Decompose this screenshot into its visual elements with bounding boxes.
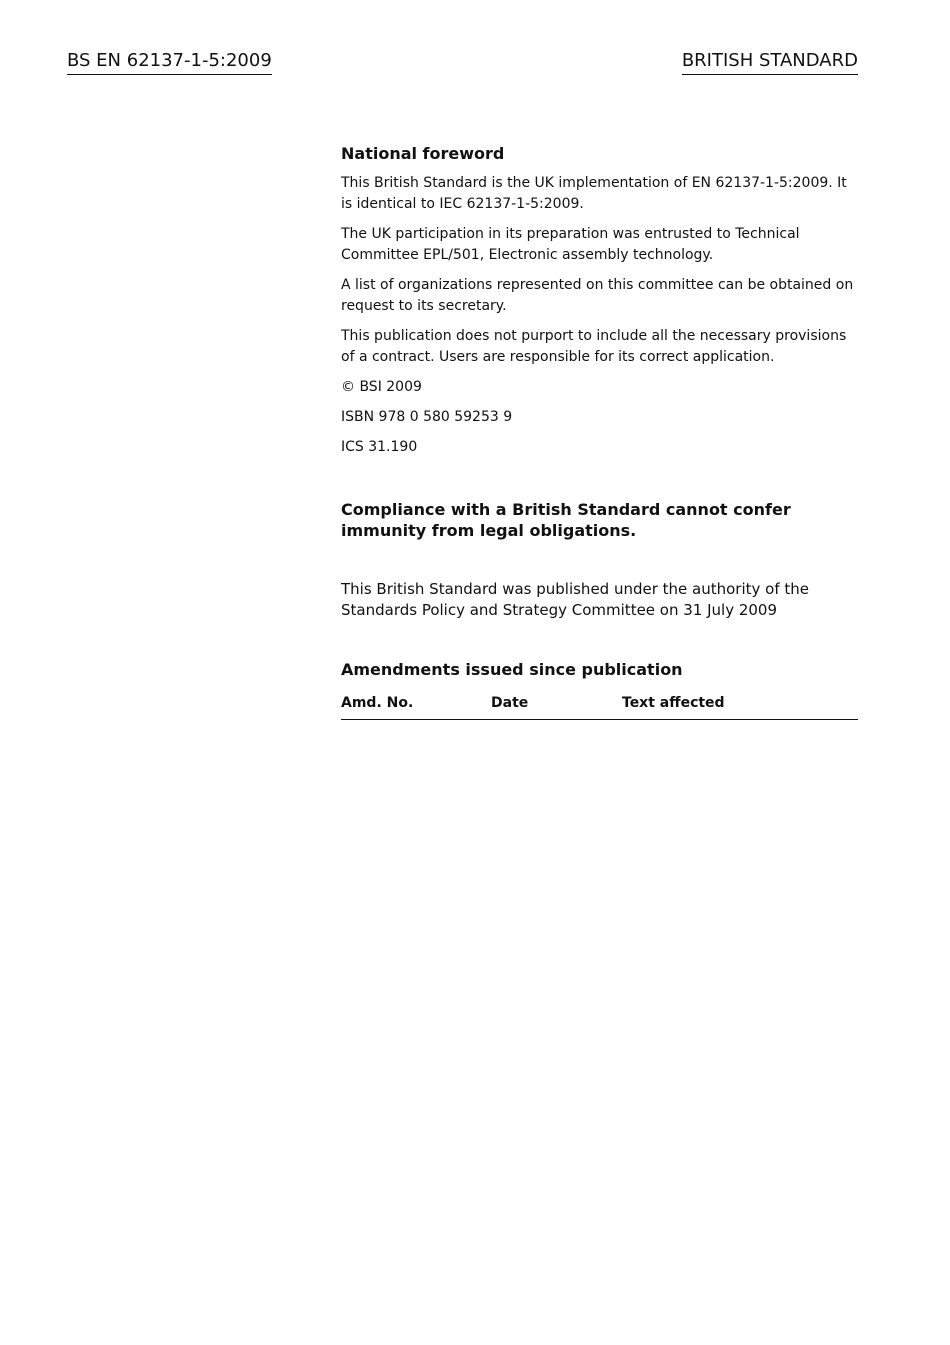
ics-line: ICS 31.190 (341, 439, 418, 455)
copyright-line: © BSI 2009 (341, 379, 422, 395)
compliance-notice: Compliance with a British Standard cannot confer immunity from legal obligations. (341, 500, 791, 540)
national-foreword-title: National foreword (341, 144, 505, 163)
foreword-content (341, 143, 858, 720)
amendments-table-header (341, 693, 858, 720)
document-id-header: BS EN 62137-1-5:2009 (67, 50, 272, 75)
column-header-amd-no: Amd. No. (341, 695, 414, 711)
isbn-line: ISBN 978 0 580 59253 9 (341, 409, 513, 425)
amendments-title: Amendments issued since publication (341, 660, 683, 679)
column-header-date: Date (491, 695, 529, 711)
foreword-paragraph-organizations: A list of organizations represented on this committee can be obtained on request to its secretary. (341, 277, 854, 314)
foreword-paragraph-provisions: This publication does not purport to include all the necessary provisions of a contract. Users are responsible for its correct application. (341, 328, 847, 365)
foreword-paragraph-committee: The UK participation in its preparation was entrusted to Technical Committee EPL/501, Electronic assembly technology. (341, 226, 800, 263)
foreword-paragraph-implementation: This British Standard is the UK implementation of EN 62137-1-5:2009. It is identical to IEC 62137-1-5:2009. (341, 175, 847, 212)
standard-type-header: BRITISH STANDARD (682, 50, 858, 75)
authority-statement: This British Standard was published under the authority of the Standards Policy and Strategy Committee on 31 July 2009 (341, 580, 810, 619)
column-header-text-affected: Text affected (622, 695, 725, 711)
